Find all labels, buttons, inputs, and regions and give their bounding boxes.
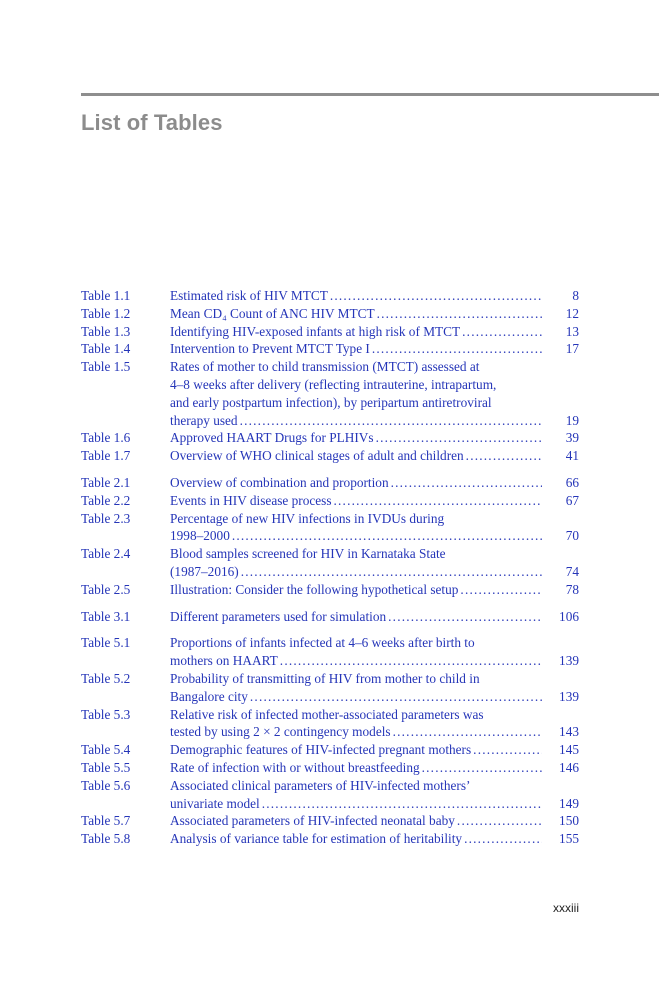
page-ref[interactable] (542, 634, 579, 670)
dot-leader (280, 652, 542, 670)
caption-line: Associated clinical parameters of HIV-infected mothers’ (170, 777, 471, 793)
table-entry[interactable] (81, 830, 579, 848)
page-ref[interactable] (542, 358, 579, 429)
table-number[interactable]: Table 1.6 (81, 430, 131, 446)
table-number[interactable]: Table 5.6 (81, 777, 131, 793)
dot-leader (330, 287, 542, 305)
dot-leader (393, 723, 542, 741)
table-caption[interactable] (170, 706, 542, 742)
table-entry[interactable] (81, 608, 579, 626)
dot-leader (391, 474, 542, 492)
table-entry[interactable] (81, 305, 579, 323)
table-number[interactable]: Table 5.1 (81, 635, 131, 651)
dot-leader (241, 563, 542, 581)
table-entry[interactable] (81, 706, 579, 742)
table-entry[interactable] (81, 358, 579, 429)
page-ref[interactable] (542, 759, 579, 777)
table-number[interactable]: Table 1.5 (81, 359, 131, 375)
page-ref[interactable] (542, 830, 579, 848)
caption-text: Demographic features of HIV-infected pregnant mothers (170, 742, 472, 758)
page-title: List of Tables (81, 110, 223, 135)
dot-leader (376, 429, 542, 447)
table-caption[interactable] (170, 812, 542, 830)
table-number[interactable]: Table 5.4 (81, 742, 131, 758)
table-entry[interactable] (81, 474, 579, 492)
page-ref[interactable] (542, 510, 579, 546)
page-ref[interactable] (542, 323, 579, 341)
page-ref[interactable] (542, 429, 579, 447)
page-ref[interactable] (542, 706, 579, 742)
page-ref[interactable] (542, 812, 579, 830)
table-entry[interactable] (81, 340, 579, 358)
dot-leader (250, 688, 542, 706)
page-ref-number[interactable]: 139 (559, 688, 579, 704)
table-entry[interactable] (81, 759, 579, 777)
caption-text: Overview of combination and proportion (170, 474, 389, 490)
table-number[interactable]: Table 1.2 (81, 305, 131, 321)
caption-line: Rates of mother to child transmission (MTCT) assessed at (170, 359, 480, 375)
table-caption[interactable] (170, 634, 542, 670)
page-ref-number[interactable]: 106 (559, 608, 579, 624)
table-caption[interactable] (170, 608, 542, 626)
caption-text: Associated parameters of HIV-infected neonatal baby (170, 813, 455, 829)
caption-text: 1998–2000 (170, 528, 230, 544)
table-caption[interactable] (170, 777, 542, 813)
table-entry[interactable] (81, 510, 579, 546)
page-ref-number[interactable]: 155 (559, 831, 579, 847)
table-number[interactable]: Table 5.5 (81, 759, 131, 775)
page-ref[interactable] (542, 447, 579, 465)
table-number[interactable]: Table 1.1 (81, 288, 131, 303)
table-caption[interactable] (170, 474, 542, 492)
caption-text: Identifying HIV-exposed infants at high risk of MTCT (170, 323, 461, 339)
table-entry[interactable] (81, 287, 579, 305)
table-caption[interactable] (170, 492, 542, 510)
page-ref-number[interactable]: 41 (565, 448, 579, 464)
caption-text: Estimated risk of HIV MTCT (170, 288, 328, 303)
table-number[interactable]: Table 5.2 (81, 670, 131, 686)
dot-leader (334, 492, 543, 510)
caption-text: Mean CD₄ Count of ANC HIV MTCT (170, 305, 375, 321)
page-ref-number[interactable]: 70 (565, 528, 579, 544)
table-caption[interactable] (170, 741, 542, 759)
table-number[interactable]: Table 1.4 (81, 341, 131, 357)
table-entry[interactable] (81, 545, 579, 581)
page-ref[interactable] (542, 777, 579, 813)
caption-line: Blood samples screened for HIV in Karnataka State (170, 546, 446, 562)
table-entry[interactable] (81, 447, 579, 465)
table-caption[interactable] (170, 340, 542, 358)
page-ref-number[interactable]: 146 (559, 759, 579, 775)
table-caption[interactable] (170, 759, 542, 777)
table-caption[interactable] (170, 305, 542, 323)
caption-text: Intervention to Prevent MTCT Type I (170, 341, 370, 357)
page-ref-number[interactable]: 13 (565, 323, 579, 339)
page-ref-number[interactable]: 149 (559, 795, 579, 811)
table-number[interactable]: Table 1.7 (81, 448, 131, 464)
header-rule (81, 93, 659, 96)
page-ref[interactable] (542, 581, 579, 599)
dot-leader (473, 741, 542, 759)
table-number[interactable]: Table 2.2 (81, 492, 131, 508)
dot-leader (240, 412, 542, 430)
dot-leader (422, 759, 542, 777)
table-list (81, 287, 579, 848)
caption-line: Relative risk of infected mother-associated parameters was (170, 706, 484, 722)
page-ref[interactable] (542, 305, 579, 323)
table-entry[interactable] (81, 777, 579, 813)
table-entry[interactable] (81, 741, 579, 759)
table-entry[interactable] (81, 581, 579, 599)
caption-text: Events in HIV disease process (170, 492, 332, 508)
table-number[interactable]: Table 5.8 (81, 831, 131, 847)
page-ref-number[interactable]: 150 (559, 813, 579, 829)
dot-leader (462, 323, 542, 341)
table-number[interactable]: Table 1.3 (81, 323, 131, 339)
dot-leader (372, 340, 542, 358)
page-ref[interactable] (542, 670, 579, 706)
caption-line: 4–8 weeks after delivery (reflecting intrauterine, intrapartum, (170, 376, 497, 392)
table-entry[interactable] (81, 670, 579, 706)
table-caption[interactable] (170, 287, 542, 305)
table-entry[interactable] (81, 492, 579, 510)
table-caption[interactable] (170, 545, 542, 581)
caption-line: Probability of transmitting of HIV from mother to child in (170, 670, 480, 686)
page-ref-number[interactable]: 19 (565, 412, 579, 428)
page-ref[interactable] (542, 340, 579, 358)
table-caption[interactable] (170, 447, 542, 465)
caption-text: tested by using 2 × 2 contingency models (170, 724, 391, 740)
page-ref[interactable] (542, 474, 579, 492)
page-ref-number[interactable]: 39 (565, 430, 579, 446)
table-number[interactable]: Table 2.3 (81, 510, 131, 526)
dot-leader (377, 305, 542, 323)
table-entry[interactable] (81, 812, 579, 830)
page-ref-number[interactable]: 66 (565, 474, 579, 490)
caption-text: Bangalore city (170, 688, 248, 704)
page-ref[interactable] (542, 741, 579, 759)
table-number[interactable]: Table 2.4 (81, 546, 131, 562)
caption-text: (1987–2016) (170, 563, 239, 579)
table-number[interactable]: Table 5.3 (81, 706, 131, 722)
table-caption[interactable] (170, 581, 542, 599)
dot-leader (457, 812, 542, 830)
page-ref-number[interactable]: 67 (565, 492, 579, 508)
caption-text: Illustration: Consider the following hypothetical setup (170, 581, 459, 597)
page-ref-number[interactable]: 8 (572, 288, 579, 303)
caption-text: therapy used (170, 412, 238, 428)
table-entry[interactable] (81, 323, 579, 341)
table-caption[interactable] (170, 510, 542, 546)
table-entry[interactable] (81, 429, 579, 447)
caption-text: Approved HAART Drugs for PLHIVs (170, 430, 374, 446)
caption-line: Proportions of infants infected at 4–6 weeks after birth to (170, 635, 475, 651)
page-ref-number[interactable]: 12 (565, 305, 579, 321)
page-ref[interactable] (542, 492, 579, 510)
caption-text: mothers on HAART (170, 653, 278, 669)
dot-leader (262, 795, 542, 813)
dot-leader (388, 608, 542, 626)
page-ref[interactable] (542, 608, 579, 626)
caption-text: Overview of WHO clinical stages of adult and children (170, 448, 464, 464)
page-ref[interactable] (542, 545, 579, 581)
page-ref-number[interactable]: 74 (565, 563, 579, 579)
table-caption[interactable] (170, 358, 542, 429)
page-ref-number[interactable]: 17 (565, 341, 579, 357)
caption-text: univariate model (170, 795, 260, 811)
page-ref[interactable] (542, 287, 579, 305)
page-number: xxxiii (553, 901, 579, 915)
table-number[interactable]: Table 2.5 (81, 581, 131, 597)
table-number[interactable]: Table 3.1 (81, 608, 131, 624)
page-ref-number[interactable]: 78 (565, 581, 579, 597)
page-ref-number[interactable]: 145 (559, 742, 579, 758)
caption-text: Analysis of variance table for estimation of heritability (170, 831, 463, 847)
dot-leader (232, 527, 542, 545)
table-entry[interactable] (81, 634, 579, 670)
dot-leader (466, 447, 542, 465)
caption-line: Percentage of new HIV infections in IVDUs during (170, 510, 445, 526)
caption-text: Rate of infection with or without breastfeeding (170, 759, 420, 775)
table-caption[interactable] (170, 323, 542, 341)
table-number[interactable]: Table 5.7 (81, 813, 131, 829)
dot-leader (460, 581, 542, 599)
table-caption[interactable] (170, 830, 542, 848)
table-caption[interactable] (170, 670, 542, 706)
dot-leader (464, 830, 542, 848)
caption-text: Different parameters used for simulation (170, 608, 387, 624)
table-number[interactable]: Table 2.1 (81, 474, 131, 490)
page-ref-number[interactable]: 139 (559, 653, 579, 669)
page-ref-number[interactable]: 143 (559, 724, 579, 740)
table-caption[interactable] (170, 429, 542, 447)
caption-line: and early postpartum infection), by peripartum antiretroviral (170, 394, 492, 410)
